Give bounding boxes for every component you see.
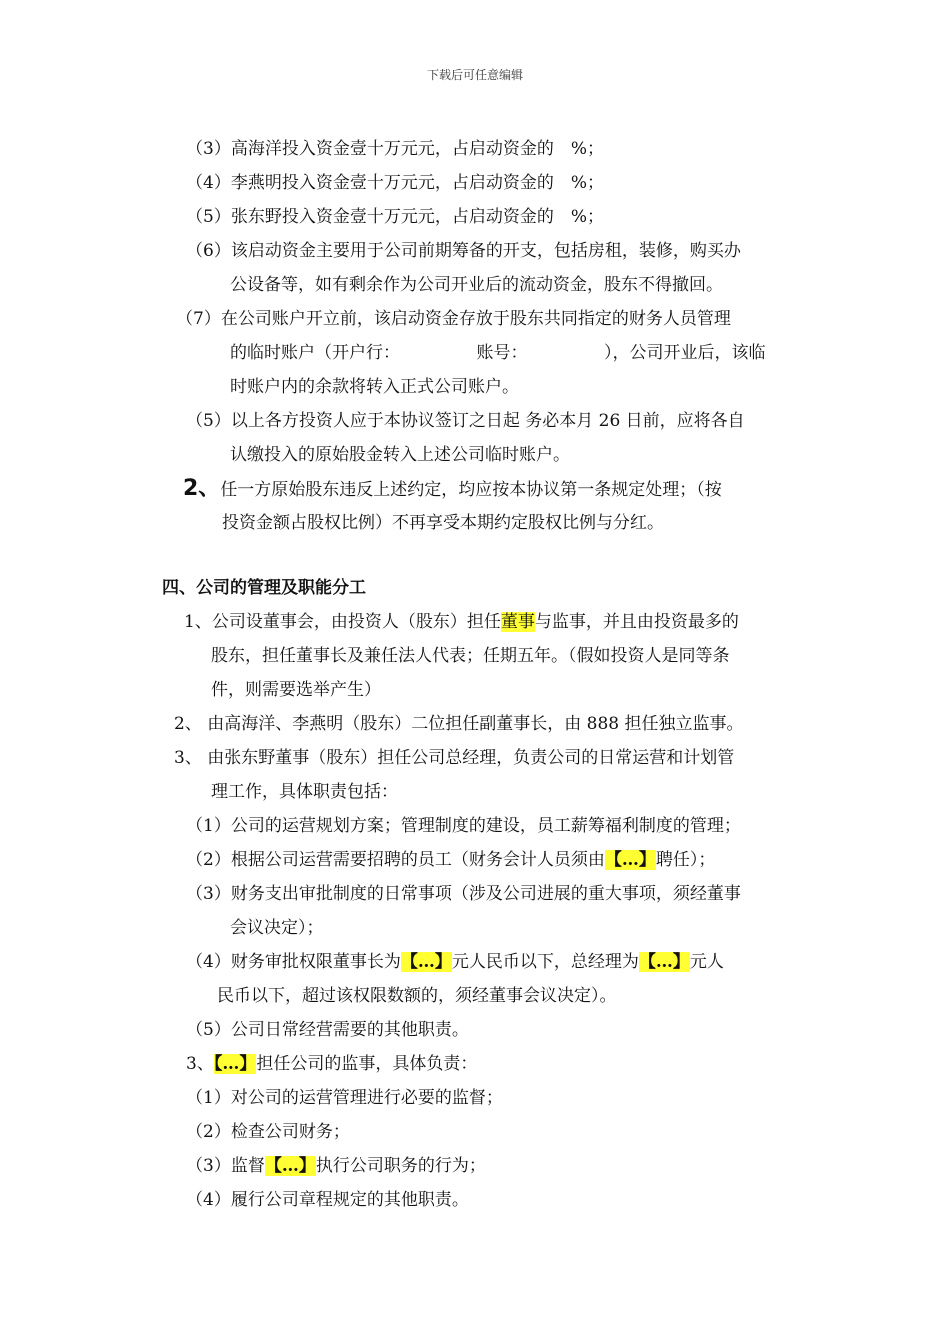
text-span: （4）财务审批权限董事长为 [186,952,401,972]
text-line: 公设备等，如有剩余作为公司开业后的流动资金，股东不得撤回。 [230,275,723,295]
placeholder-highlight: 【…】 [604,850,656,870]
text-line: （4）履行公司章程规定的其他职责。 [186,1190,469,1210]
text-line [186,1154,486,1178]
text-line: 投资金额占股权比例）不再享受本期约定股权比例与分红。 [222,513,664,533]
text-span: 元人 [689,952,724,972]
placeholder-highlight: 【…】 [638,952,690,972]
text-line: （4）李燕明投入资金壹十万元元，占启动资金的 %； [186,173,604,193]
text-line [186,1052,477,1076]
text-line: （1）公司的运营规划方案；管理制度的建设，员工薪筹福利制度的管理； [186,816,741,836]
placeholder-highlight: 【…】 [213,1054,257,1074]
text-line: 民币以下，超过该权限数额的，须经董事会议决定）。 [217,986,617,1006]
text-span: （2）根据公司运营需要招聘的员工（财务会计人员须由 [186,850,605,870]
text-span: 3、 [186,1054,214,1074]
clause-number: 2、 [183,476,221,501]
text-span: 与监事，并且由投资最多的 [534,612,739,632]
clause-2 [183,477,722,502]
text-line: （5）以上各方投资人应于本协议签订之日起 务必本月 26 日前，应将各自 [186,411,745,431]
text-line: 会议决定）； [230,918,324,938]
text-line: （3）高海洋投入资金壹十万元元，占启动资金的 %； [186,139,604,159]
text-line: （2）检查公司财务； [186,1122,350,1142]
text-line: 股东，担任董事长及兼任法人代表；任期五年。（假如投资人是同等条 [211,646,730,666]
clause-text: 任一方原始股东违反上述约定，均应按本协议第一条规定处理；（按 [220,480,722,500]
text-line: 件，则需要选举产生） [211,680,381,700]
text-line: （1）对公司的运营管理进行必要的监督； [186,1088,503,1108]
text-line: 2、 由高海洋、李燕明（股东）二位担任副董事长，由 888 担任独立监事。 [174,714,744,734]
text-line: 理工作，具体职责包括： [211,782,398,802]
text-line: （3）财务支出审批制度的日常事项（涉及公司进展的重大事项，须经董事 [186,884,741,904]
text-line: 3、 由张东野董事（股东）担任公司总经理，负责公司的日常运营和计划管 [174,748,735,768]
section-title: 四、公司的管理及职能分工 [162,578,366,598]
placeholder-highlight: 【…】 [264,1156,316,1176]
placeholder-highlight: 【…】 [400,952,452,972]
text-span: （3）监督 [186,1156,265,1176]
text-line [186,950,724,974]
text-span: 元人民币以下，总经理为 [451,952,639,972]
text-line: 认缴投入的原始股金转入上述公司临时账户。 [230,445,570,465]
text-span: 执行公司职务的行为； [315,1156,486,1176]
text-line: （7）在公司账户开立前，该启动资金存放于股东共同指定的财务人员管理 [176,309,731,329]
highlight: 董事 [500,612,535,632]
text-line: （5）张东野投入资金壹十万元元，占启动资金的 %； [186,207,604,227]
text-span: 1、公司设董事会，由投资人（股东）担任 [184,612,501,632]
text-span: 担任公司的监事，具体负责： [256,1054,478,1074]
text-line [186,848,715,872]
text-line [184,610,739,634]
text-line: 时账户内的余款将转入正式公司账户。 [230,377,519,397]
text-line: 的临时账户（开户行： 账号： ），公司开业后，该临 [230,343,766,363]
text-span: 聘任）； [655,850,716,870]
text-line: （6）该启动资金主要用于公司前期筹备的开支，包括房租，装修，购买办 [186,241,741,261]
page-header: 下载后可任意编辑 [426,68,523,82]
text-line: （5）公司日常经营需要的其他职责。 [186,1020,469,1040]
